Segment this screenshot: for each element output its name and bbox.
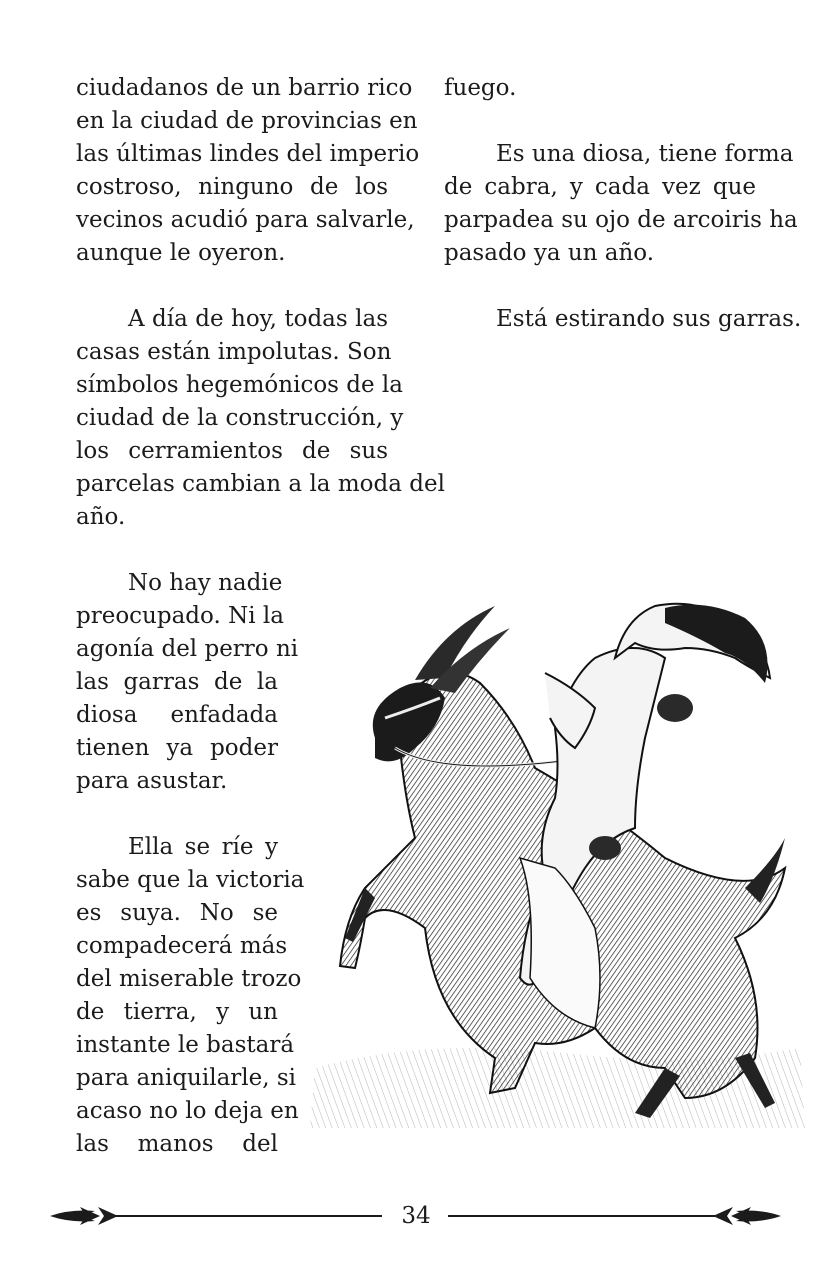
text-line: compadecerá más <box>76 933 288 959</box>
text-line: parpadea su ojo de arcoiris ha <box>444 207 798 233</box>
page-number: 34 <box>401 1203 431 1229</box>
text-line: es suya. No se <box>76 900 278 926</box>
text-line: los cerramientos de sus <box>76 438 388 464</box>
engraving-dog-riding-goat-icon <box>305 598 810 1138</box>
text-line: acaso no lo deja en <box>76 1098 299 1124</box>
text-line: No hay nadie <box>128 570 283 596</box>
text-line: para aniquilarle, si <box>76 1065 297 1091</box>
text-line: preocupado. Ni la <box>76 603 284 629</box>
text-line: agonía del perro ni <box>76 636 299 662</box>
text-line: las garras de la <box>76 669 278 695</box>
text-line: Ella se ríe y <box>128 834 278 860</box>
text-line: ciudadanos de un barrio rico <box>76 75 413 101</box>
text-line: sabe que la victoria <box>76 867 305 893</box>
text-line: Está estirando sus garras. <box>496 306 802 332</box>
text-line: tienen ya poder <box>76 735 278 761</box>
text-line: Es una diosa, tiene forma <box>496 141 794 167</box>
text-line: diosa enfadada <box>76 702 278 728</box>
text-line: pasado ya un año. <box>444 240 655 266</box>
text-line: instante le bastará <box>76 1032 295 1058</box>
text-line: de tierra, y un <box>76 999 278 1025</box>
text-line: fuego. <box>444 75 517 101</box>
text-line: costroso, ninguno de los <box>76 174 388 200</box>
text-line: para asustar. <box>76 768 228 794</box>
text-line: las manos del <box>76 1131 278 1157</box>
text-line: las últimas lindes del imperio <box>76 141 420 167</box>
text-line: casas están impolutas. Son <box>76 339 392 365</box>
text-line: parcelas cambian a la moda del <box>76 471 445 497</box>
text-line: aunque le oyeron. <box>76 240 286 266</box>
text-line: de cabra, y cada vez que <box>444 174 756 200</box>
text-line: en la ciudad de provincias en <box>76 108 418 134</box>
text-line: símbolos hegemónicos de la <box>76 372 403 398</box>
text-line: A día de hoy, todas las <box>128 306 388 332</box>
text-line: del miserable trozo <box>76 966 302 992</box>
text-line: año. <box>76 504 126 530</box>
text-line: ciudad de la construcción, y <box>76 405 404 431</box>
text-line: vecinos acudió para salvarle, <box>76 207 415 233</box>
